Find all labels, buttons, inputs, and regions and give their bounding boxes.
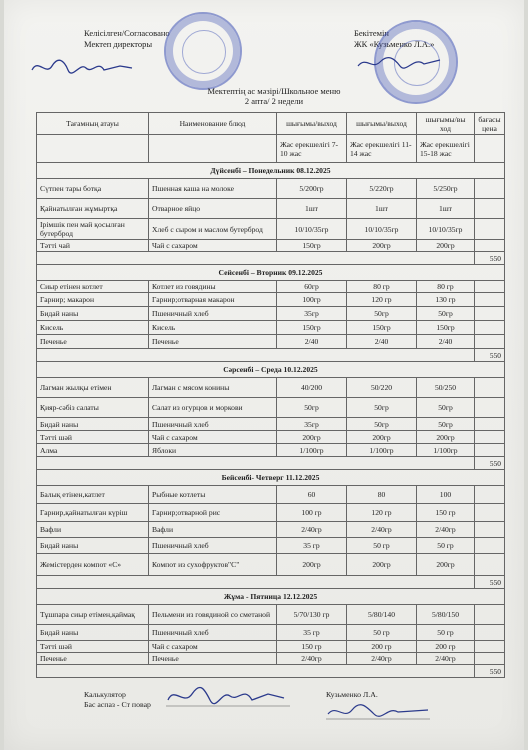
portion-15-18: 10/10/35гр bbox=[417, 219, 475, 240]
price-cell bbox=[475, 641, 505, 653]
dish-name-kz: Сүтпен тары ботқа bbox=[37, 179, 149, 199]
col-header-out2: шығымы/выход bbox=[347, 113, 417, 135]
day-title: Сәрсенбі – Среда 10.12.2025 bbox=[37, 362, 505, 378]
document-page bbox=[4, 0, 524, 750]
portion-11-14: 2/40 bbox=[347, 335, 417, 349]
portion-7-10: 150гр bbox=[277, 240, 347, 252]
dish-name-ru: Пшенная каша на молоке bbox=[149, 179, 277, 199]
dish-name-ru: Лагман с мясом конины bbox=[149, 378, 277, 398]
dish-name-ru: Чай с сахаром bbox=[149, 641, 277, 653]
footer-left bbox=[84, 690, 151, 710]
day-header-row bbox=[37, 362, 505, 378]
dish-name-kz: Гарнир; макарон bbox=[37, 293, 149, 307]
portion-7-10: 35гр bbox=[277, 418, 347, 431]
dish-name-ru: Печенье bbox=[149, 335, 277, 349]
table-row bbox=[37, 641, 505, 653]
portion-7-10: 2/40гр bbox=[277, 522, 347, 538]
footer-name: Кузьменко Л.А. bbox=[326, 690, 378, 699]
portion-15-18: 2/40гр bbox=[417, 522, 475, 538]
portion-11-14: 150гр bbox=[347, 321, 417, 335]
price-cell bbox=[475, 625, 505, 641]
portion-7-10: 1шт bbox=[277, 199, 347, 219]
portion-7-10: 200гр bbox=[277, 431, 347, 444]
portion-11-14: 80 гр bbox=[347, 281, 417, 293]
col-header-kz: Тағамның атауы bbox=[37, 113, 149, 135]
price-cell bbox=[475, 431, 505, 444]
dish-name-kz: Бидай наны bbox=[37, 418, 149, 431]
portion-15-18: 50/250 bbox=[417, 378, 475, 398]
portion-7-10: 35 гр bbox=[277, 625, 347, 641]
dish-name-kz: Тәтті шәй bbox=[37, 641, 149, 653]
table-row bbox=[37, 179, 505, 199]
dish-name-ru: Пшеничный хлеб bbox=[149, 538, 277, 554]
table-row bbox=[37, 444, 505, 457]
dish-name-kz: Тұшпара сиыр етімен,қаймақ bbox=[37, 605, 149, 625]
col-header-ru: Наименование блюд bbox=[149, 113, 277, 135]
table-row bbox=[37, 554, 505, 576]
dish-name-ru: Чай с сахаром bbox=[149, 431, 277, 444]
table-row bbox=[37, 522, 505, 538]
dish-name-kz: Бидай наны bbox=[37, 538, 149, 554]
day-title: Бейсенбі- Четверг 11.12.2025 bbox=[37, 470, 505, 486]
menu-title-line1: Мектептің ас мәзірі/Школьное меню bbox=[207, 86, 341, 96]
price-cell bbox=[475, 321, 505, 335]
approve-label: Бекітемін bbox=[354, 28, 389, 38]
table-row bbox=[37, 486, 505, 504]
price-cell bbox=[475, 398, 505, 418]
dish-name-ru: Гарнир;отварная макарон bbox=[149, 293, 277, 307]
portion-7-10: 150 гр bbox=[277, 641, 347, 653]
portion-11-14: 5/220гр bbox=[347, 179, 417, 199]
entrepreneur-label: ЖК «Кузьменко Л.А.» bbox=[354, 39, 435, 49]
portion-15-18: 200гр bbox=[417, 554, 475, 576]
dish-name-ru: Кисель bbox=[149, 321, 277, 335]
price-cell bbox=[475, 418, 505, 431]
price-cell bbox=[475, 293, 505, 307]
portion-15-18: 50 гр bbox=[417, 538, 475, 554]
price-cell bbox=[475, 538, 505, 554]
price-cell bbox=[475, 605, 505, 625]
approval-block-left bbox=[84, 28, 170, 50]
table-row bbox=[37, 335, 505, 349]
portion-7-10: 200гр bbox=[277, 554, 347, 576]
portion-15-18: 150гр bbox=[417, 321, 475, 335]
price-cell bbox=[475, 307, 505, 321]
menu-title-line2: 2 апта/ 2 недели bbox=[244, 96, 304, 106]
portion-15-18: 50гр bbox=[417, 398, 475, 418]
day-price: 550 bbox=[475, 576, 505, 589]
price-cell bbox=[475, 653, 505, 665]
total-row bbox=[37, 252, 505, 265]
portion-15-18: 50гр bbox=[417, 418, 475, 431]
table-row bbox=[37, 378, 505, 398]
table-row bbox=[37, 307, 505, 321]
portion-15-18: 50 гр bbox=[417, 625, 475, 641]
portion-7-10: 2/40гр bbox=[277, 653, 347, 665]
dish-name-kz: Алма bbox=[37, 444, 149, 457]
portion-7-10: 50гр bbox=[277, 398, 347, 418]
portion-15-18: 1/100гр bbox=[417, 444, 475, 457]
day-header-row bbox=[37, 163, 505, 179]
cook-signature bbox=[164, 684, 294, 710]
price-cell bbox=[475, 179, 505, 199]
age-group-2: Жас ерекшелігі 11-14 жас bbox=[347, 135, 417, 163]
col-header-out1: шығымы/выход bbox=[277, 113, 347, 135]
dish-name-ru: Пшеничный хлеб bbox=[149, 625, 277, 641]
day-title: Жұма - Пятница 12.12.2025 bbox=[37, 589, 505, 605]
dish-name-ru: Яблоки bbox=[149, 444, 277, 457]
age-group-3: Жас ерекшелігі 15-18 жас bbox=[417, 135, 475, 163]
school-seal-stamp bbox=[164, 12, 242, 90]
dish-name-ru: Вафли bbox=[149, 522, 277, 538]
table-row bbox=[37, 605, 505, 625]
day-price: 550 bbox=[475, 349, 505, 362]
portion-7-10: 100гр bbox=[277, 293, 347, 307]
portion-11-14: 50гр bbox=[347, 307, 417, 321]
dish-name-kz: Сиыр етінен котлет bbox=[37, 281, 149, 293]
dish-name-kz: Балық етінен,катлет bbox=[37, 486, 149, 504]
portion-7-10: 5/70/130 гр bbox=[277, 605, 347, 625]
dish-name-ru: Пшеничный хлеб bbox=[149, 307, 277, 321]
portion-7-10: 60гр bbox=[277, 281, 347, 293]
dish-name-ru: Пшеничный хлеб bbox=[149, 418, 277, 431]
table-row bbox=[37, 199, 505, 219]
table-row bbox=[37, 504, 505, 522]
price-cell bbox=[475, 335, 505, 349]
portion-7-10: 40/200 bbox=[277, 378, 347, 398]
portion-11-14: 50гр bbox=[347, 418, 417, 431]
portion-15-18: 5/80/150 bbox=[417, 605, 475, 625]
director-signature bbox=[28, 56, 138, 80]
total-spacer bbox=[37, 349, 475, 362]
portion-7-10: 1/100гр bbox=[277, 444, 347, 457]
dish-name-ru: Гарнир;отварной рис bbox=[149, 504, 277, 522]
portion-15-18: 50гр bbox=[417, 307, 475, 321]
price-cell bbox=[475, 281, 505, 293]
dish-name-kz: Бидай наны bbox=[37, 625, 149, 641]
portion-15-18: 200гр bbox=[417, 431, 475, 444]
portion-7-10: 60 bbox=[277, 486, 347, 504]
portion-11-14: 1шт bbox=[347, 199, 417, 219]
total-row bbox=[37, 576, 505, 589]
price-cell bbox=[475, 378, 505, 398]
menu-title bbox=[154, 86, 394, 106]
portion-11-14: 120 гр bbox=[347, 504, 417, 522]
portion-11-14: 80 bbox=[347, 486, 417, 504]
dish-name-ru: Котлет из говядины bbox=[149, 281, 277, 293]
portion-15-18: 200 гр bbox=[417, 641, 475, 653]
price-cell bbox=[475, 486, 505, 504]
director-label: Мектеп директоры bbox=[84, 39, 153, 49]
age-row bbox=[37, 135, 505, 163]
portion-7-10: 100 гр bbox=[277, 504, 347, 522]
head-cook-label: Бас аспаз - Ст повар bbox=[84, 700, 151, 709]
dish-name-ru: Печенье bbox=[149, 653, 277, 665]
price-cell bbox=[475, 444, 505, 457]
day-title: Дүйсенбі – Понедельник 08.12.2025 bbox=[37, 163, 505, 179]
total-spacer bbox=[37, 576, 475, 589]
menu-table bbox=[36, 112, 505, 678]
portion-7-10: 10/10/35гр bbox=[277, 219, 347, 240]
kuzmenko-signature bbox=[324, 702, 434, 722]
portion-11-14: 1/100гр bbox=[347, 444, 417, 457]
table-row bbox=[37, 293, 505, 307]
day-header-row bbox=[37, 470, 505, 486]
dish-name-ru: Отварное яйцо bbox=[149, 199, 277, 219]
portion-7-10: 35гр bbox=[277, 307, 347, 321]
agreed-label: Келісілген/Согласовано bbox=[84, 28, 170, 38]
footer-right bbox=[326, 690, 378, 700]
table-row bbox=[37, 431, 505, 444]
dish-name-ru: Пельмени из говядиной со сметаной bbox=[149, 605, 277, 625]
dish-name-ru: Рыбные котлеты bbox=[149, 486, 277, 504]
portion-15-18: 5/250гр bbox=[417, 179, 475, 199]
day-header-row bbox=[37, 265, 505, 281]
dish-name-kz: Вафли bbox=[37, 522, 149, 538]
price-cell bbox=[475, 554, 505, 576]
dish-name-ru: Салат из огурцов и моркови bbox=[149, 398, 277, 418]
dish-name-kz: Печенье bbox=[37, 335, 149, 349]
dish-name-kz: Гарнир,қайнатылған күріш bbox=[37, 504, 149, 522]
portion-15-18: 80 гр bbox=[417, 281, 475, 293]
portion-11-14: 200гр bbox=[347, 554, 417, 576]
portion-11-14: 120 гр bbox=[347, 293, 417, 307]
total-row bbox=[37, 665, 505, 678]
dish-name-ru: Хлеб с сыром и маслом бутерброд bbox=[149, 219, 277, 240]
dish-name-kz: Тәтті чай bbox=[37, 240, 149, 252]
portion-7-10: 150гр bbox=[277, 321, 347, 335]
dish-name-ru: Чай с сахаром bbox=[149, 240, 277, 252]
col-header-price: бағасы цена bbox=[475, 113, 505, 135]
dish-name-kz: Ірімшік пен май қосылған бутерброд bbox=[37, 219, 149, 240]
portion-15-18: 150 гр bbox=[417, 504, 475, 522]
dish-name-ru: Компот из сухофруктов"С" bbox=[149, 554, 277, 576]
portion-15-18: 130 гр bbox=[417, 293, 475, 307]
portion-11-14: 50 гр bbox=[347, 625, 417, 641]
price-cell bbox=[475, 522, 505, 538]
col-header-out3: шығымы/вы ход bbox=[417, 113, 475, 135]
total-spacer bbox=[37, 457, 475, 470]
price-cell bbox=[475, 504, 505, 522]
dish-name-kz: Бидай наны bbox=[37, 307, 149, 321]
dish-name-kz: Лагман жылқы етімен bbox=[37, 378, 149, 398]
table-row bbox=[37, 418, 505, 431]
table-row bbox=[37, 219, 505, 240]
total-spacer bbox=[37, 252, 475, 265]
age-group-1: Жас ерекшелігі 7-10 жас bbox=[277, 135, 347, 163]
portion-11-14: 200гр bbox=[347, 240, 417, 252]
dish-name-kz: Кисель bbox=[37, 321, 149, 335]
header-row bbox=[37, 113, 505, 135]
table-row bbox=[37, 398, 505, 418]
portion-11-14: 50гр bbox=[347, 398, 417, 418]
table-row bbox=[37, 538, 505, 554]
total-row bbox=[37, 457, 505, 470]
portion-11-14: 10/10/35гр bbox=[347, 219, 417, 240]
calculator-label: Калькулятор bbox=[84, 690, 126, 699]
portion-15-18: 200гр bbox=[417, 240, 475, 252]
table-row bbox=[37, 240, 505, 252]
entrepreneur-signature bbox=[354, 52, 444, 74]
price-cell bbox=[475, 199, 505, 219]
table-row bbox=[37, 321, 505, 335]
dish-name-kz: Печенье bbox=[37, 653, 149, 665]
dish-name-kz: Қайнатылған жұмыртқа bbox=[37, 199, 149, 219]
portion-11-14: 2/40гр bbox=[347, 653, 417, 665]
day-price: 550 bbox=[475, 665, 505, 678]
portion-7-10: 5/200гр bbox=[277, 179, 347, 199]
total-row bbox=[37, 349, 505, 362]
dish-name-kz: Қияр-сәбіз салаты bbox=[37, 398, 149, 418]
dish-name-kz: Тәтті шәй bbox=[37, 431, 149, 444]
day-price: 550 bbox=[475, 252, 505, 265]
price-cell bbox=[475, 219, 505, 240]
portion-7-10: 35 гр bbox=[277, 538, 347, 554]
table-row bbox=[37, 281, 505, 293]
dish-name-kz: Жемістерден компот «С» bbox=[37, 554, 149, 576]
day-header-row bbox=[37, 589, 505, 605]
portion-11-14: 200 гр bbox=[347, 641, 417, 653]
price-cell bbox=[475, 240, 505, 252]
portion-11-14: 200гр bbox=[347, 431, 417, 444]
portion-15-18: 100 bbox=[417, 486, 475, 504]
portion-15-18: 2/40 bbox=[417, 335, 475, 349]
menu-body bbox=[37, 163, 505, 678]
table-row bbox=[37, 653, 505, 665]
portion-15-18: 2/40гр bbox=[417, 653, 475, 665]
portion-11-14: 50/220 bbox=[347, 378, 417, 398]
day-price: 550 bbox=[475, 457, 505, 470]
table-row bbox=[37, 625, 505, 641]
total-spacer bbox=[37, 665, 475, 678]
portion-11-14: 2/40гр bbox=[347, 522, 417, 538]
portion-7-10: 2/40 bbox=[277, 335, 347, 349]
portion-15-18: 1шт bbox=[417, 199, 475, 219]
day-title: Сейсенбі – Вторник 09.12.2025 bbox=[37, 265, 505, 281]
portion-11-14: 50 гр bbox=[347, 538, 417, 554]
portion-11-14: 5/80/140 bbox=[347, 605, 417, 625]
